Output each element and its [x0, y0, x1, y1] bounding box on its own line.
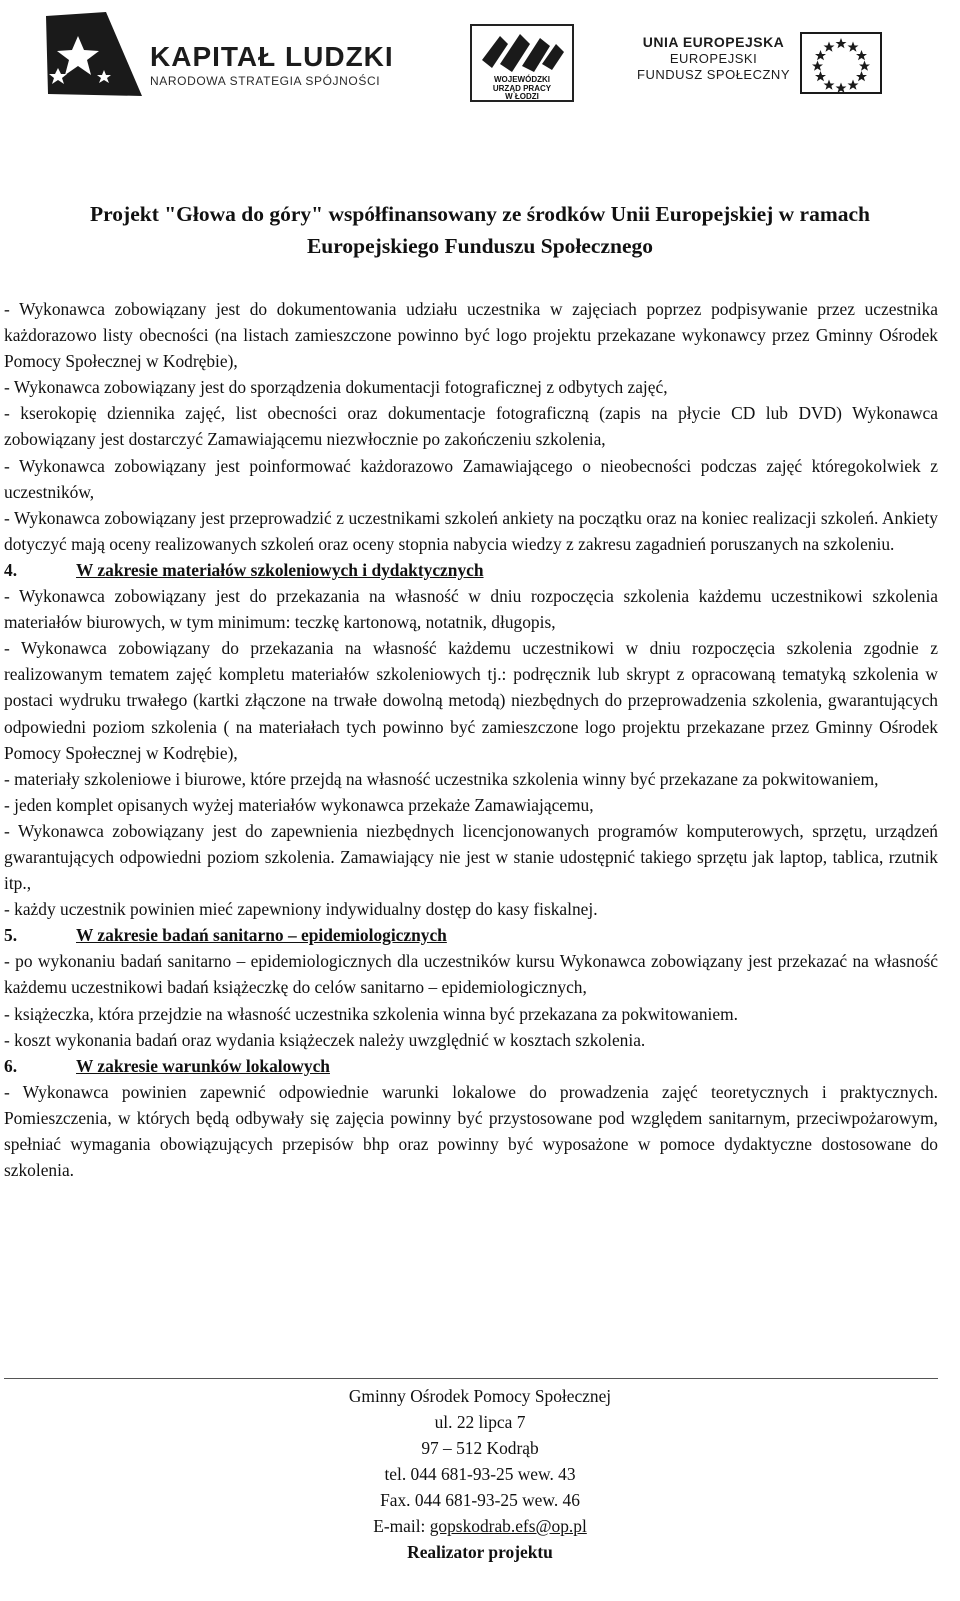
section-4-paragraph: - Wykonawca zobowiązany jest do przekazania na własność w dniu rozpoczęcia szkolenia każdemu uczestnikowi szkolenia materiałów biurowych, w tym minimum: teczkę kartonową, notatnik, długopis,: [4, 586, 938, 633]
section-title: W zakresie badań sanitarno – epidemiologicznych: [76, 925, 447, 946]
footer-city: 97 – 512 Kodrąb: [421, 1438, 539, 1458]
footer-realizator: Realizator projektu: [407, 1542, 553, 1562]
intro-paragraph: - Wykonawca zobowiązany jest przeprowadzić z uczestnikami szkoleń ankiety na początku oraz na koniec realizacji szkoleń. Ankiety dotyczyć mają oceny realizowanych szkoleń oraz oceny stopnia nabycia wiedzy z zakresu zagadnień poruszanych na szkoleniu.: [4, 507, 938, 554]
section-5-paragraph: - po wykonaniu badań sanitarno – epidemiologicznych dla uczestników kursu Wykonawca zobowiązany jest przekazać na własność każdemu uczestnikowi badań książeczkę do celów sanitarno – epidemiologicznych,: [4, 951, 938, 998]
section-6-heading: [4, 1053, 938, 1079]
footer-org: Gminny Ośrodek Pomocy Społecznej: [348, 1386, 612, 1406]
kapital-ludzki-title: KAPITAŁ LUDZKI: [150, 41, 394, 72]
footer: [0, 1383, 960, 1565]
project-heading-line-2: Europejskiego Funduszu Społecznego: [306, 234, 654, 258]
section-number: 5.: [4, 925, 18, 946]
eu-line-3: FUNDUSZ SPOŁECZNY: [637, 67, 790, 82]
wup-emblem-icon: [478, 30, 566, 76]
section-4-paragraph: - każdy uczestnik powinien mieć zapewniony indywidualny dostęp do kasy fiskalnej.: [4, 899, 598, 920]
eu-efs-logo: [637, 32, 930, 102]
section-5-paragraph: - koszt wykonania badań oraz wydania książeczek należy uwzględnić w kosztach szkolenia.: [4, 1029, 646, 1050]
section-number: 6.: [4, 1055, 18, 1076]
section-6-paragraph: - Wykonawca powinien zapewnić odpowiednie warunki lokalowe do prowadzenia zajęć teoretycznych i praktycznych. Pomieszczenia, w których będą odbywały się zajęcia powinny być przystosowane pod względem sanitarnym, przeciwpożarowym, spełniać wymagania obowiązujących przepisów bhp oraz powinny być wyposażone w pomoce dydaktyczne dostosowane do szkolenia.: [4, 1081, 938, 1181]
intro-paragraph: - Wykonawca zobowiązany jest do dokumentowania udziału uczestnika w zajęciach poprzez podpisywanie przez uczestnika każdorazowo listy obecności (na listach zamieszczone powinno być logo projektu przekazane wykonawcy przez Gminny Ośrodek Pomocy Społecznej w Kodrębie),: [4, 299, 938, 372]
kapital-ludzki-subtitle: NARODOWA STRATEGIA SPÓJNOŚCI: [150, 74, 381, 88]
wup-line-1: WOJEWÓDZKI: [494, 75, 550, 84]
section-title: W zakresie materiałów szkoleniowych i dydaktycznych: [76, 559, 484, 580]
section-4-paragraph: - Wykonawca zobowiązany do przekazania na własność każdemu uczestnikowi w dniu rozpoczęcia szkolenia zgodnie z realizowanym tematem zajęć kompletu materiałów szkoleniowych tj.: podręcznik lub skrypt z opracowaną tematyką szkolenia w postaci wydruku trwałego (kartki złączone na trwałe dowolną metodą) niezbędnych do przeprowadzenia szkolenia, gwarantujących odpowiedni poziom szkolenia ( na materiałach tych powinno być zamieszczone logo projektu przekazane przez Gminny Ośrodek Pomocy Społecznej w Kodrębie),: [4, 638, 938, 763]
eu-flag-icon: [800, 32, 882, 94]
footer-phone: tel. 044 681-93-25 wew. 43: [384, 1464, 576, 1484]
section-number: 4.: [4, 559, 18, 580]
intro-paragraph: - Wykonawca zobowiązany jest do sporządzenia dokumentacji fotograficznej z odbytych zajęć,: [4, 377, 668, 398]
eu-line-1: UNIA EUROPEJSKA: [642, 34, 785, 50]
document-body: [4, 296, 938, 1183]
footer-street: ul. 22 lipca 7: [434, 1412, 526, 1432]
section-4-paragraph: - Wykonawca zobowiązany jest do zapewnienia niezbędnych licencjonowanych programów komputerowych, sprzętu, urządzeń gwarantujących odpowiedni poziom szkolenia. Zamawiający nie jest w stanie udostępnić takiego sprzętu jak laptop, tablica, rzutnik itp.,: [4, 820, 938, 894]
footer-email-link[interactable]: gopskodrab.efs@op.pl: [429, 1516, 587, 1536]
footer-email-label: E-mail:: [373, 1516, 430, 1536]
intro-paragraph: - Wykonawca zobowiązany jest poinformować każdorazowo Zamawiającego o nieobecności podczas zajęć któregokolwiek z uczestników,: [4, 455, 938, 502]
eu-line-2: EUROPEJSKI: [669, 51, 758, 66]
section-5-heading: [4, 922, 938, 948]
wup-line-2: URZĄD PRACY: [492, 83, 552, 93]
kapital-ludzki-star-icon: [44, 10, 144, 98]
intro-paragraph: - kserokopię dziennika zajęć, list obecności oraz dokumentacje fotograficzną (zapis na płycie CD lub DVD) Wykonawca zobowiązany jest dostarczyć Zamawiającemu niezwłocznie po zakończeniu szkolenia,: [4, 403, 938, 450]
wup-line-3: W ŁODZI: [505, 92, 539, 101]
section-5-paragraph: - książeczka, która przejdzie na własność uczestnika szkolenia winna być przekazana za pokwitowaniem.: [4, 1003, 738, 1024]
kapital-ludzki-logo: [44, 10, 424, 98]
wup-lodz-logo: [470, 24, 574, 102]
section-4-paragraph: - jeden komplet opisanych wyżej materiałów wykonawca przekaże Zamawiającemu,: [4, 794, 594, 815]
section-4-paragraph: - materiały szkoleniowe i biurowe, które przejdą na własność uczestnika szkolenia winny być przekazane za pokwitowaniem,: [4, 768, 879, 789]
section-title: W zakresie warunków lokalowych: [76, 1055, 330, 1076]
logo-header: [0, 0, 960, 110]
footer-divider: [4, 1378, 938, 1379]
footer-email-row: [0, 1513, 960, 1539]
project-heading: [0, 198, 960, 262]
section-4-heading: [4, 557, 938, 583]
footer-fax: Fax. 044 681-93-25 wew. 46: [380, 1490, 580, 1510]
project-heading-line-1: Projekt "Głowa do góry" współfinansowany ze środków Unii Europejskiej w ramach: [90, 202, 870, 226]
